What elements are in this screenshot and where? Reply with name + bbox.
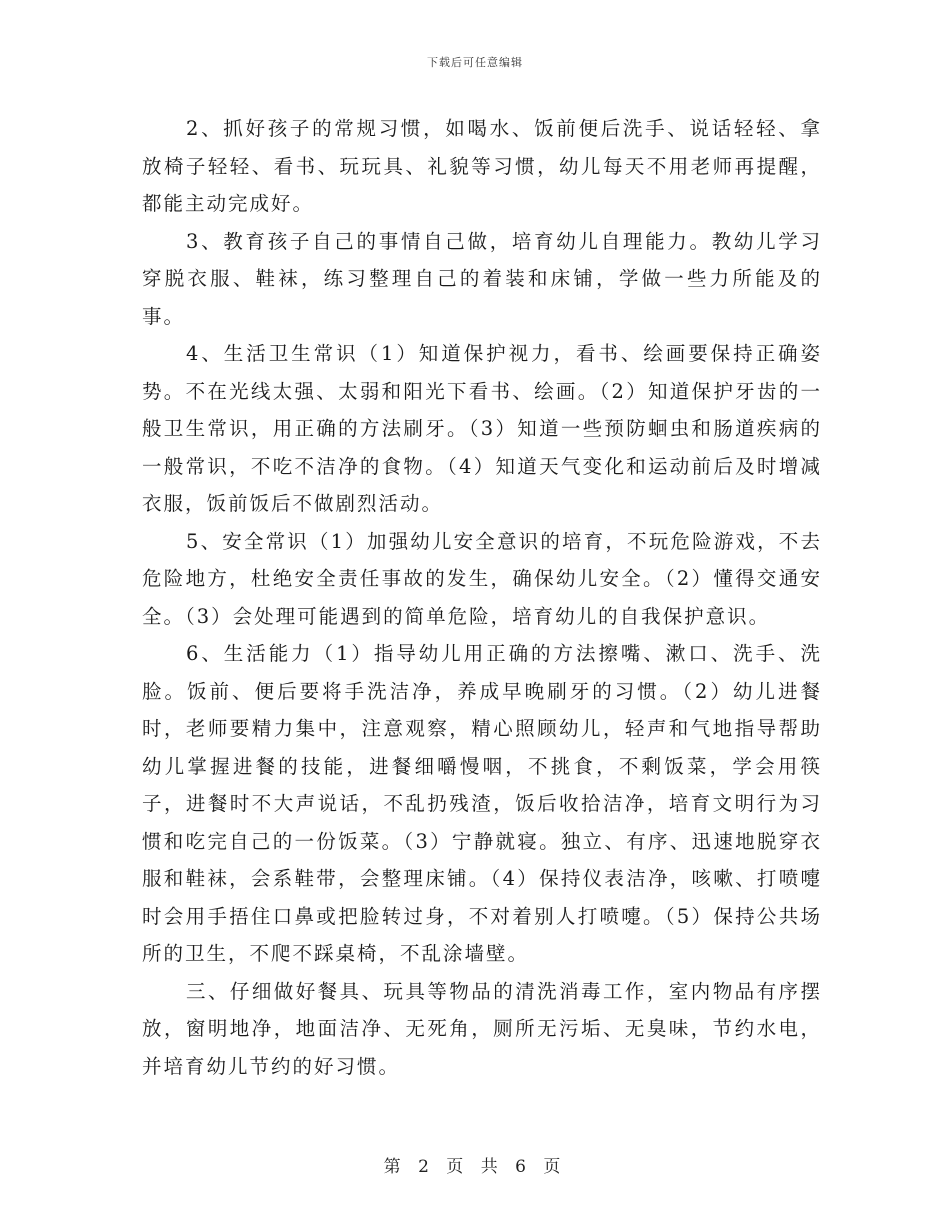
paragraph-self-care: 3、教育孩子自己的事情自己做，培育幼儿自理能力。教幼儿学习穿脱衣服、鞋袜，练习整理自己的着装和床铺，学做一些力所能及的事。 xyxy=(142,229,822,328)
paragraph-hygiene: 4、生活卫生常识（1）知道保护视力，看书、绘画要保持正确姿势。不在光线太强、太弱和阳光下看书、绘画。（2）知道保护牙齿的一般卫生常识，用正确的方法刷牙。（3）知道一些预防蛔虫和肠道疾病的一般常识，不吃不洁净的食物。（4）知道天气变化和运动前后及时增减衣服，饭前饭后不做剧烈活动。 xyxy=(142,342,822,515)
paragraph-disinfection: 三、仔细做好餐具、玩具等物品的清洗消毒工作，室内物品有序摆放，窗明地净，地面洁净、无死角，厕所无污垢、无臭味，节约水电，并培育幼儿节约的好习惯。 xyxy=(142,979,822,1078)
document-body xyxy=(142,110,822,1085)
page-number: 第 2 页 共 6 页 xyxy=(383,1157,567,1177)
page-header: 下载后可任意编辑 xyxy=(427,56,523,69)
paragraph-safety: 5、安全常识（1）加强幼儿安全意识的培育，不玩危险游戏，不去危险地方，杜绝安全责任事故的发生，确保幼儿安全。（2）懂得交通安全。（3）会处理可能遇到的简单危险，培育幼儿的自我保护意识。 xyxy=(142,529,822,628)
paragraph-habits: 2、抓好孩子的常规习惯，如喝水、饭前便后洗手、说话轻轻、拿放椅子轻轻、看书、玩玩具、礼貌等习惯，幼儿每天不用老师再提醒，都能主动完成好。 xyxy=(142,117,822,215)
paragraph-life-skills: 6、生活能力（1）指导幼儿用正确的方法擦嘴、漱口、洗手、洗脸。饭前、便后要将手洗洁净，养成早晚刷牙的习惯。（2）幼儿进餐时，老师要精力集中，注意观察，精心照顾幼儿，轻声和气地指导帮助幼儿掌握进餐的技能，进餐细嚼慢咽，不挑食，不剩饭菜，学会用筷子，进餐时不大声说话，不乱扔残渣，饭后收拾洁净，培育文明行为习惯和吃完自己的一份饭菜。（3）宁静就寝。独立、有序、迅速地脱穿衣服和鞋袜，会系鞋带，会整理床铺。（4）保持仪表洁净，咳嗽、打喷嚏时会用手捂住口鼻或把脸转过身，不对着别人打喷嚏。（5）保持公共场所的卫生，不爬不踩桌椅，不乱涂墙壁。 xyxy=(142,642,822,965)
